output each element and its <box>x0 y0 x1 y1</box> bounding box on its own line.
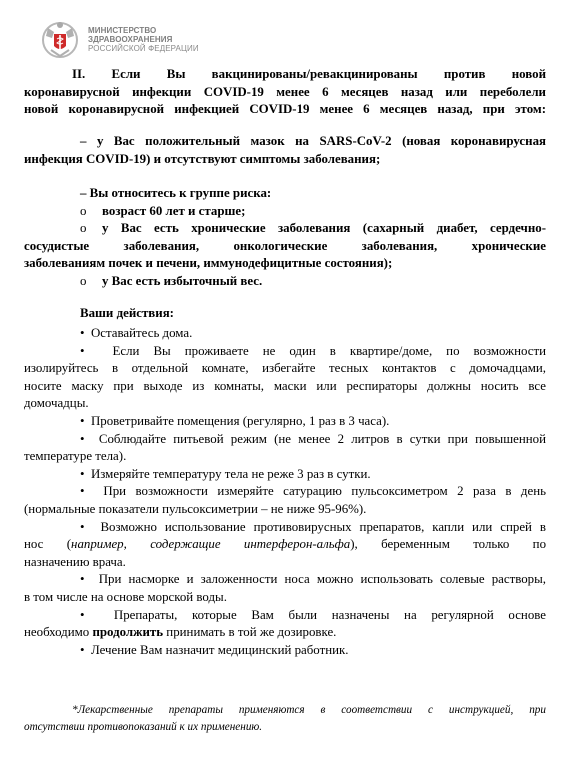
action-line <box>24 607 546 625</box>
action-text: необходимо <box>24 625 93 640</box>
risk-group <box>24 185 546 291</box>
risk-chronic-line-1 <box>24 220 546 238</box>
ministry-name-line-3: РОССИЙСКОЙ ФЕДЕРАЦИИ <box>88 44 199 53</box>
action-line <box>24 343 546 361</box>
section-heading <box>24 66 546 119</box>
action-text: При насморке и заложенности носа можно использовать солевые растворы, <box>98 572 546 587</box>
risk-heading: – Вы относитесь к группе риска: <box>80 186 272 200</box>
action-text-bold: продолжить <box>92 625 164 640</box>
bullet: • <box>80 642 85 657</box>
ministry-header <box>38 18 199 60</box>
risk-marker: o <box>80 221 87 236</box>
action-line: изолируйтесь в отдельной комнате, избегайте тесных контактов с домочадцами, <box>24 361 546 376</box>
section-heading-line-1: II. Если Вы вакцинированы/ревакцинированы против новой <box>72 67 546 81</box>
risk-item-text: у Вас есть избыточный вес. <box>102 273 263 288</box>
action-line <box>24 483 546 501</box>
risk-item-text: у Вас есть хронические заболевания (сахарный диабет, сердечно- <box>102 221 546 236</box>
bullet: • <box>80 607 85 622</box>
risk-chronic-line-2: сосудистые заболевания, онкологические заболевания, хронические <box>24 238 546 253</box>
risk-item-weight <box>24 273 546 291</box>
action-item <box>24 483 546 518</box>
action-line <box>24 571 546 589</box>
bullet: • <box>80 484 85 499</box>
actions-heading: Ваши действия: <box>80 306 174 320</box>
action-text: При возможности измеряйте сатурацию пульсоксиметром 2 раза в день <box>103 484 546 499</box>
action-item <box>24 519 546 572</box>
action-item <box>24 413 546 431</box>
bullet: • <box>80 519 85 534</box>
risk-item-text: возраст 60 лет и старше; <box>102 203 246 218</box>
action-text: Оставайтесь дома. <box>90 326 193 340</box>
action-line <box>24 624 546 642</box>
action-item <box>24 325 546 343</box>
action-text-italic: например, содержащие интерферон-альфа <box>71 537 351 552</box>
action-line <box>24 536 546 554</box>
bullet: • <box>80 572 85 587</box>
action-item <box>24 343 546 413</box>
action-line: назначению врача. <box>24 554 126 569</box>
action-line: температуре тела). <box>24 449 127 464</box>
risk-marker: o <box>80 273 87 288</box>
condition-line-1: – у Вас положительный мазок на SARS-CoV-2 (новая коронавирусная <box>80 134 546 148</box>
action-text: принимать в той же дозировке. <box>163 625 337 640</box>
footnote-line-2: отсутствии противопоказаний к их применению. <box>24 721 263 733</box>
bullet: • <box>80 466 85 481</box>
action-text: Соблюдайте питьевой режим (не менее 2 литров в сутки при повышенной <box>98 431 546 446</box>
ministry-name <box>88 26 199 53</box>
action-text: Если Вы проживаете не один в квартире/доме, по возможности <box>112 343 546 358</box>
section-heading-line-3: новой коронавирусной инфекцией COVID-19 менее 6 месяцев назад, при этом: <box>24 102 546 117</box>
condition-positive-swab <box>24 133 546 168</box>
bullet: • <box>80 413 85 428</box>
action-text: Препараты, которые Вам были назначены на регулярной основе <box>113 607 546 622</box>
action-line <box>24 519 546 537</box>
condition-line-2: инфекция COVID-19) и отсутствуют симптомы заболевания; <box>24 151 381 166</box>
ministry-name-line-2: ЗДРАВООХРАНЕНИЯ <box>88 35 173 44</box>
actions-list <box>24 325 546 659</box>
action-item <box>24 571 546 606</box>
action-text: Лечение Вам назначит медицинский работник. <box>90 642 349 657</box>
footnote-line-1: *Лекарственные препараты применяются в соответствии с инструкцией, при <box>72 704 546 716</box>
risk-marker: o <box>80 203 87 218</box>
action-line: носите маску при выходе из комнаты, маски или респираторы должны носить все <box>24 378 546 393</box>
action-line: домочадцы. <box>24 396 89 411</box>
risk-item-chronic <box>24 220 546 273</box>
action-line <box>24 431 546 449</box>
risk-item-age <box>24 203 546 221</box>
action-text: нос ( <box>24 537 72 552</box>
action-text: ), беременным только по <box>350 537 547 552</box>
ministry-name-line-1: МИНИСТЕРСТВО <box>88 26 157 35</box>
action-line: в том числе на основе морской воды. <box>24 589 227 604</box>
section-heading-line-2: коронавирусной инфекции COVID-19 менее 6 месяцев назад или переболели <box>24 84 546 99</box>
risk-chronic-line-3: заболеваниям почек и печени, иммунодефицитные состояния); <box>24 256 393 271</box>
bullet: • <box>80 431 85 446</box>
action-item <box>24 431 546 466</box>
footnote <box>24 702 546 736</box>
action-item <box>24 466 546 484</box>
action-text: Измеряйте температуру тела не реже 3 раз в сутки. <box>90 466 371 481</box>
bullet: • <box>80 343 85 358</box>
action-item <box>24 607 546 642</box>
action-text: Возможно использование противовирусных препаратов, капли или спрей в <box>100 519 546 534</box>
action-item <box>24 642 546 660</box>
ministry-emblem-icon <box>38 18 82 60</box>
action-text: Проветривайте помещения (регулярно, 1 раз в 3 часа). <box>90 413 390 428</box>
action-line: (нормальные показатели пульсоксиметрии – не ниже 95-96%). <box>24 501 367 516</box>
bullet: • <box>80 326 85 340</box>
